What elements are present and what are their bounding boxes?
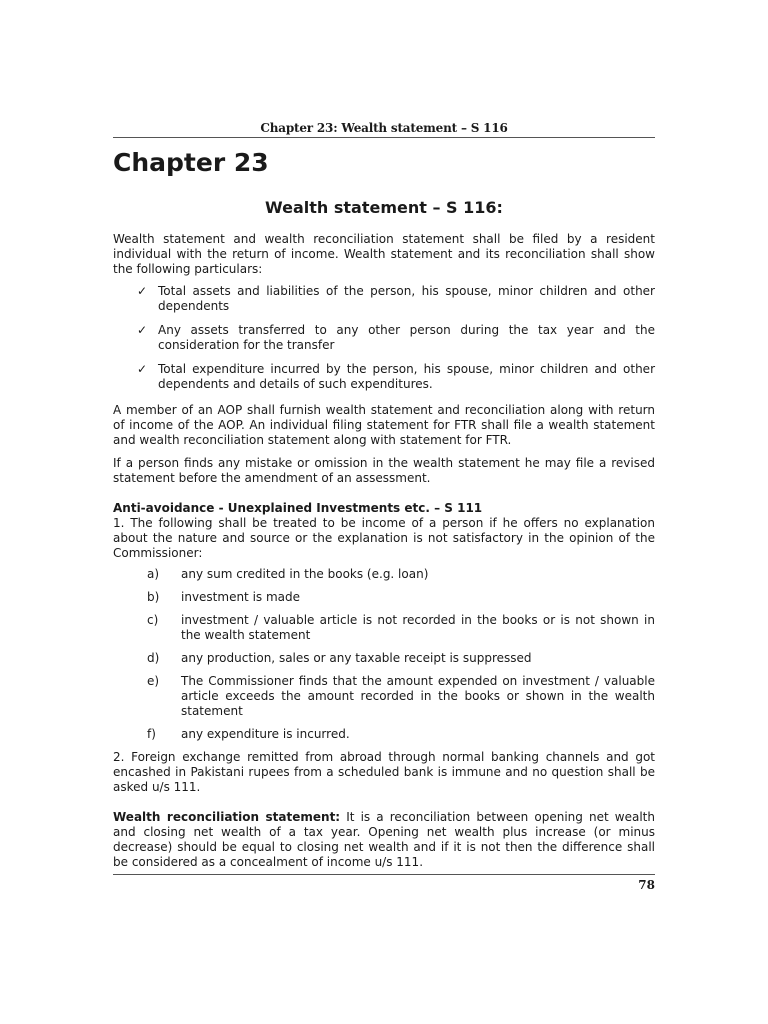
anti-avoidance-point-1: 1. The following shall be treated to be income of a person if he offers no explanation about the nature and source or the explanation is not satisfactory in the opinion of the Commissioner: bbox=[113, 516, 655, 560]
list-item-label: f) bbox=[147, 727, 156, 741]
list-item bbox=[147, 613, 655, 643]
list-item bbox=[147, 567, 655, 582]
list-item-text: investment / valuable article is not recorded in the books or is not shown in the wealth statement bbox=[181, 613, 655, 642]
list-item-text: investment is made bbox=[181, 590, 301, 604]
particulars-list bbox=[113, 284, 655, 392]
list-item-text: Any assets transferred to any other person during the tax year and the consideration for the transfer bbox=[158, 323, 655, 352]
page-number: 78 bbox=[638, 878, 655, 892]
document-page bbox=[113, 121, 655, 892]
list-item-label: e) bbox=[147, 674, 160, 688]
list-item bbox=[137, 323, 655, 353]
list-item-label: d) bbox=[147, 651, 160, 665]
list-item-text: Total assets and liabilities of the person, his spouse, minor children and other dependents bbox=[158, 284, 655, 313]
list-item-label: a) bbox=[147, 567, 160, 581]
list-item-text: The Commissioner finds that the amount expended on investment / valuable article exceeds the amount recorded in the books or shown in the wealth statement bbox=[181, 674, 655, 718]
list-item-text: any expenditure is incurred. bbox=[181, 727, 350, 741]
reconciliation-paragraph bbox=[113, 810, 655, 870]
chapter-title: Chapter 23 bbox=[113, 148, 269, 177]
section-title: Wealth statement – S 116: bbox=[265, 198, 503, 217]
list-item-label: c) bbox=[147, 613, 159, 627]
list-item-text: Total expenditure incurred by the person, his spouse, minor children and other dependents and details of such expenditures. bbox=[158, 362, 655, 391]
list-item bbox=[137, 284, 655, 314]
list-item bbox=[147, 727, 655, 742]
aop-paragraph: A member of an AOP shall furnish wealth statement and reconciliation along with return of income of the AOP. An individual filing statement for FTR shall file a wealth statement and wealth reconciliation statement along with statement for FTR. bbox=[113, 403, 655, 447]
mistake-paragraph: If a person finds any mistake or omission in the wealth statement he may file a revised statement before the amendment of an assessment. bbox=[113, 456, 655, 485]
reconciliation-label: Wealth reconciliation statement: bbox=[113, 810, 341, 824]
unexplained-items-list bbox=[113, 567, 655, 742]
list-item-label: b) bbox=[147, 590, 160, 604]
footer-divider bbox=[113, 874, 655, 875]
list-item-text: any production, sales or any taxable receipt is suppressed bbox=[181, 651, 532, 665]
foreign-exchange-paragraph: 2. Foreign exchange remitted from abroad through normal banking channels and got encashed in Pakistani rupees from a scheduled bank is immune and no question shall be asked u/s 111. bbox=[113, 750, 655, 794]
list-item bbox=[147, 674, 655, 719]
running-header: Chapter 23: Wealth statement – S 116 bbox=[113, 121, 655, 138]
checkmark-icon: ✓ bbox=[137, 323, 148, 337]
list-item bbox=[137, 362, 655, 392]
checkmark-icon: ✓ bbox=[137, 284, 148, 298]
list-item-text: any sum credited in the books (e.g. loan) bbox=[181, 567, 429, 581]
reconciliation-text: It is a reconciliation between opening net wealth and closing net wealth of a tax year. Opening net wealth plus increase (or minus decrease) should be equal to closing net wealth and if it is not then the difference shall be considered as a concealment of income u/s 111. bbox=[113, 810, 655, 869]
checkmark-icon: ✓ bbox=[137, 362, 148, 376]
list-item bbox=[147, 651, 655, 666]
list-item bbox=[147, 590, 655, 605]
intro-paragraph: Wealth statement and wealth reconciliation statement shall be filed by a resident individual with the return of income. Wealth statement and its reconciliation shall show the following particulars: bbox=[113, 232, 655, 276]
anti-avoidance-heading: Anti-avoidance - Unexplained Investments etc. – S 111 bbox=[113, 501, 483, 515]
